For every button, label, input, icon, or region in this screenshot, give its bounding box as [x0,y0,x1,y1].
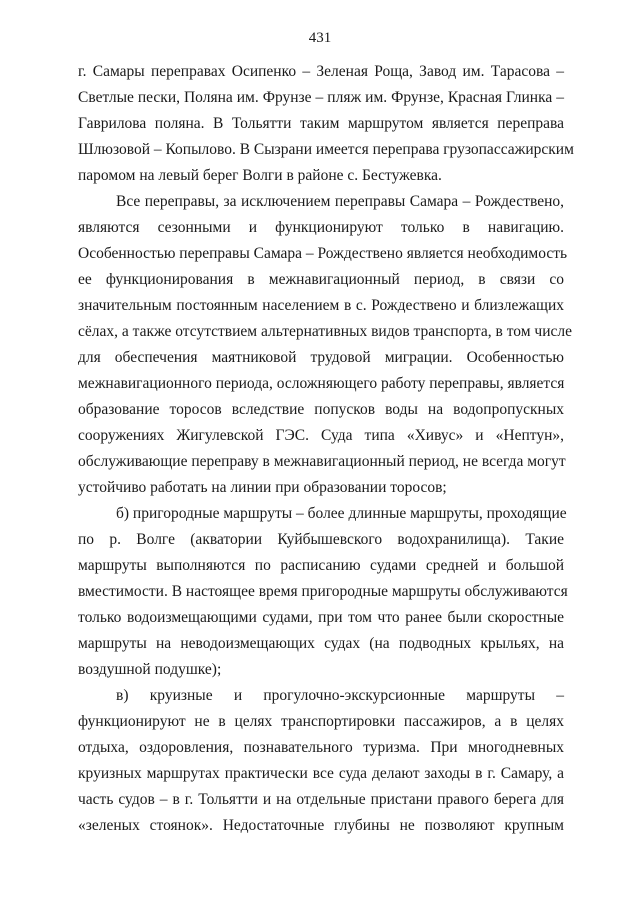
text-line: г. Самары переправах Осипенко – Зеленая Роща, Завод им. Тарасова – [78,63,564,80]
page-number: 431 [308,30,332,46]
text-line: Особенностью переправы Самара – Рождествено является необходимость [78,245,568,262]
text-line: маршруты выполняются по расписанию судами средней и большой [78,557,564,574]
text-line: для обеспечения маятниковой трудовой миграции. Особенностью [78,349,564,366]
text-line: круизных маршрутах практически все суда делают заходы в г. Самару, а [78,765,564,782]
text-line: являются сезонными и функционируют только в навигацию. [78,219,564,236]
text-line: Гаврилова поляна. В Тольятти таким маршрутом является переправа [78,115,564,132]
text-line: паромом на левый берег Волги в районе с. Бестужевка. [78,167,442,184]
text-line: воздушной подушке); [78,661,222,678]
text-line: значительным постоянным населением в с. Рождествено и близлежащих [78,297,564,314]
text-line: маршруты на неводоизмещающих судах (на подводных крыльях, на [78,635,564,652]
text-line: по р. Волге (акватории Куйбышевского водохранилища). Такие [78,531,564,548]
text-line: обслуживающие переправу в межнавигационный период, не всегда могут [78,453,566,470]
text-line: Шлюзовой – Копылово. В Сызрани имеется переправа грузопассажирским [78,141,574,158]
text-line: ее функционирования в межнавигационный период, в связи со [78,271,564,288]
text-line: только водоизмещающими судами, при том что ранее были скоростные [78,609,564,626]
text-line: Все переправы, за исключением переправы Самара – Рождествено, [116,193,564,210]
text-line: «зеленых стоянок». Недостаточные глубины не позволяют крупным [78,817,564,834]
text-line: вместимости. В настоящее время пригородные маршруты обслуживаются [78,583,568,600]
text-line: часть судов – в г. Тольятти и на отдельные пристани правого берега для [78,791,564,808]
text-line: б) пригородные маршруты – более длинные маршруты, проходящие [116,505,567,522]
text-line: сёлах, а также отсутствием альтернативных видов транспорта, в том числе [78,323,572,340]
text-line: отдыха, оздоровления, познавательного туризма. При многодневных [78,739,564,756]
text-line: устойчиво работать на линии при образовании торосов; [78,479,447,496]
text-line: Светлые пески, Поляна им. Фрунзе – пляж им. Фрунзе, Красная Глинка – [78,89,564,106]
text-line: образование торосов вследствие попусков воды на водопропускных [78,401,564,418]
text-line: межнавигационного периода, осложняющего работу переправы, является [78,375,565,392]
text-line: сооружениях Жигулевской ГЭС. Суда типа «Хивус» и «Нептун», [78,427,564,444]
text-line: функционируют не в целях транспортировки пассажиров, а в целях [78,713,564,730]
text-line: в) круизные и прогулочно-экскурсионные маршруты – [116,687,564,704]
